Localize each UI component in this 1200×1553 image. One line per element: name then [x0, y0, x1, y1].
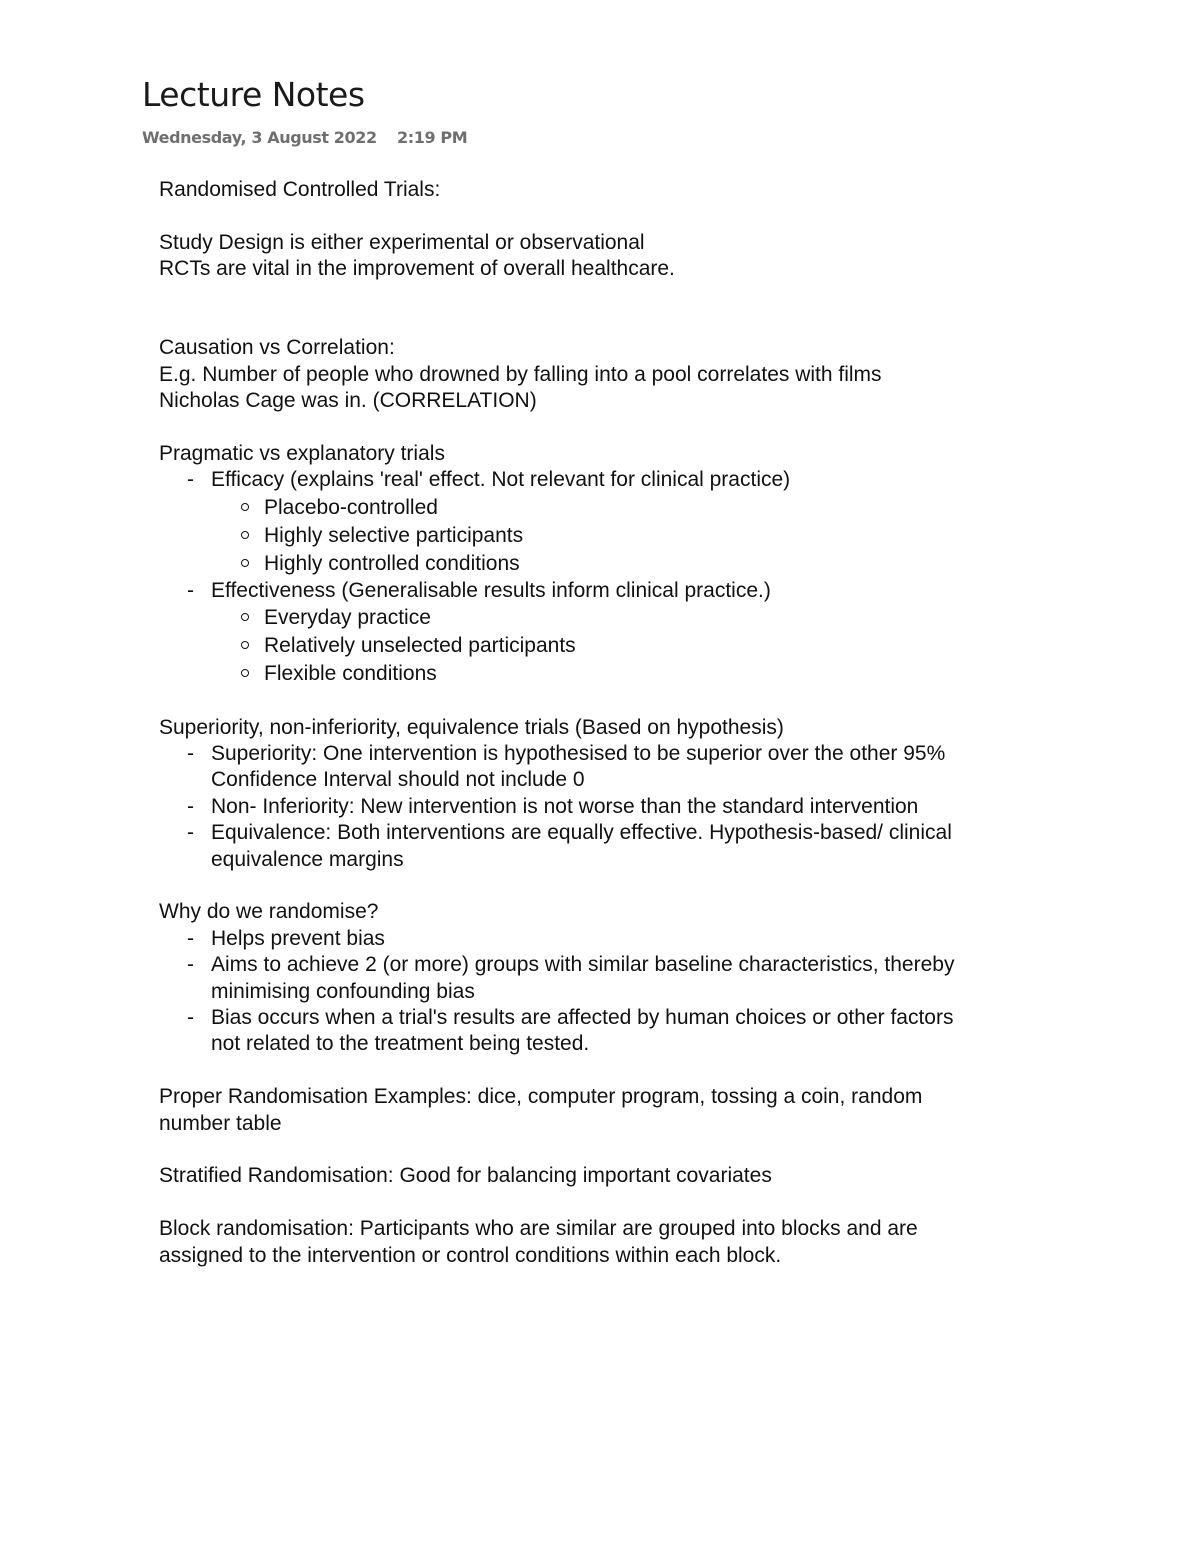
list-item-text: Helps prevent bias — [211, 926, 385, 950]
blank-line — [159, 688, 1059, 714]
pragmatic-list — [159, 467, 1059, 688]
dash-marker: - — [187, 1006, 194, 1030]
blank-line — [159, 1137, 1059, 1163]
list-item-text: Highly controlled conditions — [264, 551, 520, 575]
list-item-text: Superiority: One intervention is hypothesised to be superior over the other 95% — [211, 742, 946, 766]
list-item — [211, 604, 1059, 632]
text-line: RCTs are vital in the improvement of overall healthcare. — [159, 257, 675, 281]
section-heading-pragmatic: Pragmatic vs explanatory trials — [159, 442, 445, 465]
text-line: Study Design is either experimental or observational — [159, 230, 645, 254]
text-line: Stratified Randomisation: Good for balancing important covariates — [159, 1164, 772, 1188]
circle-bullet-icon — [241, 669, 249, 677]
list-item — [211, 550, 1059, 578]
dash-marker: - — [187, 742, 194, 766]
efficacy-sublist — [211, 494, 1059, 578]
blank-line — [159, 203, 1059, 229]
list-item — [159, 952, 1059, 1005]
list-item-text: Non- Inferiority: New intervention is not worse than the standard intervention — [211, 794, 919, 818]
list-item-text: not related to the treatment being tested. — [211, 1032, 590, 1056]
blank-line — [159, 873, 1059, 899]
section-heading-causation: Causation vs Correlation: — [159, 336, 395, 360]
text-line: Nicholas Cage was in. (CORRELATION) — [159, 389, 537, 413]
list-item-text: equivalence margins — [211, 847, 404, 871]
text-line: Block randomisation: Participants who are similar are grouped into blocks and are — [159, 1217, 918, 1241]
note-body[interactable] — [159, 177, 1059, 1269]
list-item-text: Relatively unselected participants — [264, 634, 576, 658]
list-item — [211, 660, 1059, 688]
circle-bullet-icon — [241, 531, 249, 539]
list-item-text: minimising confounding bias — [211, 979, 475, 1003]
circle-bullet-icon — [241, 559, 249, 567]
page-timestamp — [142, 127, 468, 149]
dash-marker: - — [187, 578, 194, 602]
list-item-text: Placebo-controlled — [264, 495, 438, 519]
page-date: Wednesday, 3 August 2022 — [142, 128, 377, 147]
list-item-text: Highly selective participants — [264, 523, 524, 547]
list-item-text: Aims to achieve 2 (or more) groups with similar baseline characteristics, thereby — [211, 953, 955, 977]
list-item — [159, 794, 1059, 820]
text-line: E.g. Number of people who drowned by falling into a pool correlates with films — [159, 362, 882, 386]
dash-marker: - — [187, 821, 194, 845]
text-line: assigned to the intervention or control conditions within each block. — [159, 1243, 782, 1267]
list-item-text: Bias occurs when a trial's results are affected by human choices or other factors — [211, 1006, 954, 1030]
list-item-text: Flexible conditions — [264, 662, 437, 686]
dash-marker: - — [187, 926, 194, 950]
list-item-text: Efficacy (explains 'real' effect. Not relevant for clinical practice) — [211, 468, 791, 492]
circle-bullet-icon — [241, 641, 249, 649]
page-title[interactable]: Lecture Notes — [142, 75, 365, 114]
dash-marker: - — [187, 468, 194, 492]
list-item — [211, 632, 1059, 660]
randomise-list — [159, 926, 1059, 1058]
blank-line — [159, 283, 1059, 309]
list-item — [211, 494, 1059, 522]
section-heading-superiority: Superiority, non-inferiority, equivalence trials (Based on hypothesis) — [159, 715, 784, 739]
section-heading-randomise: Why do we randomise? — [159, 900, 379, 924]
list-item — [211, 522, 1059, 550]
text-line: Proper Randomisation Examples: dice, computer program, tossing a coin, random — [159, 1085, 923, 1109]
superiority-list — [159, 741, 1059, 873]
list-item — [159, 820, 1059, 873]
dash-marker: - — [187, 953, 194, 977]
dash-marker: - — [187, 794, 194, 818]
blank-line — [159, 1190, 1059, 1216]
circle-bullet-icon — [241, 613, 249, 621]
text-line: number table — [159, 1111, 282, 1135]
section-heading-rct: Randomised Controlled Trials: — [159, 178, 441, 201]
list-item-text: Confidence Interval should not include 0 — [211, 768, 585, 792]
list-item — [159, 578, 1059, 688]
circle-bullet-icon — [241, 503, 249, 511]
list-item — [159, 467, 1059, 577]
blank-line — [159, 309, 1059, 335]
effectiveness-sublist — [211, 604, 1059, 688]
blank-line — [159, 1058, 1059, 1084]
list-item — [159, 1005, 1059, 1058]
blank-line — [159, 415, 1059, 441]
list-item-text: Equivalence: Both interventions are equally effective. Hypothesis-based/ clinical — [211, 821, 952, 845]
list-item — [159, 741, 1059, 794]
list-item-text: Everyday practice — [264, 606, 431, 630]
page-time: 2:19 PM — [397, 128, 468, 147]
list-item — [159, 926, 1059, 952]
list-item-text: Effectiveness (Generalisable results inform clinical practice.) — [211, 578, 771, 602]
